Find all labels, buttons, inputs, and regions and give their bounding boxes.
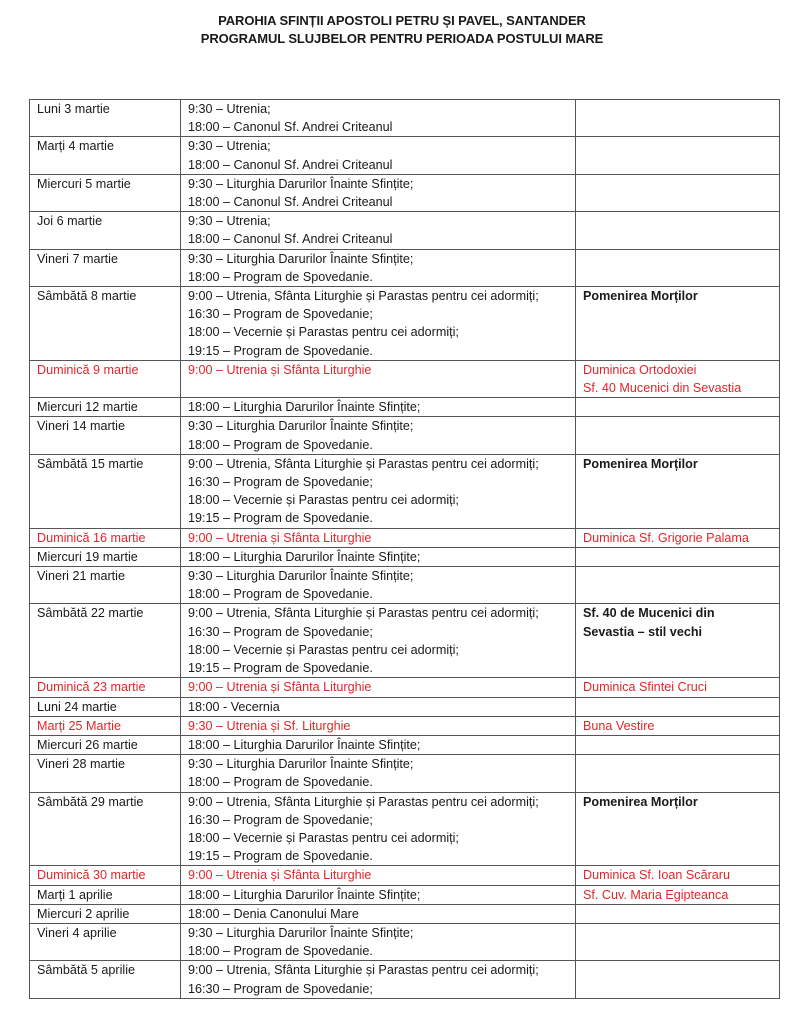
day-label: Sâmbătă 15 martie: [37, 456, 144, 471]
service-line: 9:00 – Utrenia, Sfânta Liturghie și Parastas pentru cei adormiți;: [188, 963, 539, 978]
service-line: 16:30 – Program de Spovedanie;: [188, 624, 373, 639]
services-cell: [181, 678, 576, 697]
service-line: 16:30 – Program de Spovedanie;: [188, 812, 373, 827]
feast-note: Sevastia – stil vechi: [583, 624, 703, 639]
service-line: 18:00 – Vecernie și Parastas pentru cei adormiți;: [188, 642, 459, 657]
day-cell: [30, 604, 181, 678]
day-label: Marți 1 aprilie: [37, 887, 113, 902]
services-cell: [181, 547, 576, 566]
note-cell: [576, 547, 780, 566]
day-label: Miercuri 2 aprilie: [37, 906, 130, 921]
services-cell: [181, 212, 576, 249]
note-cell: [576, 716, 780, 735]
day-label: Miercuri 5 martie: [37, 176, 131, 191]
service-line: 18:00 – Program de Spovedanie.: [188, 944, 373, 959]
table-row: [30, 792, 780, 866]
day-label: Miercuri 12 martie: [37, 400, 138, 415]
service-line: 18:00 – Program de Spovedanie.: [188, 775, 373, 790]
services-cell: [181, 735, 576, 754]
services-cell: [181, 398, 576, 417]
service-line: 18:00 – Canonul Sf. Andrei Criteanul: [188, 195, 393, 210]
feast-note: Duminica Ortodoxiei: [583, 362, 697, 377]
services-cell: [181, 137, 576, 174]
note-cell: [576, 249, 780, 286]
table-row: [30, 604, 780, 678]
feast-note: Sf. 40 de Mucenici din: [583, 606, 715, 621]
note-cell: [576, 398, 780, 417]
day-label: Miercuri 26 martie: [37, 737, 138, 752]
day-label: Luni 3 martie: [37, 102, 110, 116]
services-cell: [181, 604, 576, 678]
schedule-body: [30, 100, 780, 999]
service-line: 18:00 – Canonul Sf. Andrei Criteanul: [188, 120, 393, 135]
table-row: [30, 567, 780, 604]
service-line: 9:30 – Liturghia Darurilor Înainte Sfințite;: [188, 176, 414, 191]
note-cell: [576, 735, 780, 754]
service-line: 18:00 – Vecernie și Parastas pentru cei adormiți;: [188, 325, 459, 340]
service-line: 19:15 – Program de Spovedanie.: [188, 511, 373, 526]
service-line: 9:30 – Utrenia și Sf. Liturghie: [188, 718, 351, 733]
note-cell: [576, 697, 780, 716]
service-line: 16:30 – Program de Spovedanie;: [188, 981, 373, 996]
feast-note: Sf. Cuv. Maria Egipteanca: [583, 887, 729, 902]
day-cell: [30, 100, 181, 137]
service-line: 18:00 – Vecernie și Parastas pentru cei adormiți;: [188, 830, 459, 845]
service-line: 19:15 – Program de Spovedanie.: [188, 343, 373, 358]
service-line: 9:00 – Utrenia și Sfânta Liturghie: [188, 680, 372, 695]
note-cell: [576, 604, 780, 678]
services-cell: [181, 567, 576, 604]
day-label: Marți 4 martie: [37, 139, 114, 154]
services-cell: [181, 249, 576, 286]
document-header: [0, 12, 804, 48]
feast-note: Duminica Sf. Ioan Scăraru: [583, 868, 730, 883]
note-cell: [576, 678, 780, 697]
table-row: [30, 360, 780, 397]
service-line: 18:00 – Canonul Sf. Andrei Criteanul: [188, 232, 393, 247]
services-cell: [181, 716, 576, 735]
table-row: [30, 866, 780, 885]
note-cell: [576, 287, 780, 361]
service-line: 18:00 - Vecernia: [188, 699, 280, 714]
services-cell: [181, 885, 576, 904]
day-label: Duminică 23 martie: [37, 680, 146, 695]
note-cell: [576, 904, 780, 923]
day-cell: [30, 417, 181, 454]
table-row: [30, 678, 780, 697]
day-label: Sâmbătă 5 aprilie: [37, 963, 136, 978]
day-label: Vineri 21 martie: [37, 569, 125, 584]
services-cell: [181, 961, 576, 998]
services-cell: [181, 287, 576, 361]
table-row: [30, 904, 780, 923]
day-label: Joi 6 martie: [37, 214, 103, 229]
services-cell: [181, 360, 576, 397]
note-cell: [576, 137, 780, 174]
day-label: Sâmbătă 8 martie: [37, 289, 137, 304]
feast-note: Pomenirea Morților: [583, 289, 698, 304]
feast-note: Pomenirea Morților: [583, 456, 698, 471]
service-line: 9:30 – Liturghia Darurilor Înainte Sfințite;: [188, 251, 414, 266]
note-cell: [576, 567, 780, 604]
service-line: 16:30 – Program de Spovedanie;: [188, 475, 373, 490]
note-cell: [576, 417, 780, 454]
service-line: 9:30 – Utrenia;: [188, 102, 271, 116]
note-cell: [576, 174, 780, 211]
day-cell: [30, 249, 181, 286]
table-row: [30, 528, 780, 547]
day-cell: [30, 212, 181, 249]
day-cell: [30, 567, 181, 604]
day-cell: [30, 755, 181, 792]
services-cell: [181, 174, 576, 211]
service-line: 18:00 – Denia Canonului Mare: [188, 906, 359, 921]
service-line: 18:00 – Liturghia Darurilor Înainte Sfințite;: [188, 549, 421, 564]
day-cell: [30, 904, 181, 923]
service-line: 9:00 – Utrenia, Sfânta Liturghie și Parastas pentru cei adormiți;: [188, 606, 539, 621]
day-label: Luni 24 martie: [37, 699, 117, 714]
services-cell: [181, 100, 576, 137]
services-cell: [181, 792, 576, 866]
table-row: [30, 249, 780, 286]
service-line: 9:00 – Utrenia, Sfânta Liturghie și Parastas pentru cei adormiți;: [188, 289, 539, 304]
feast-note: Duminica Sfintei Cruci: [583, 680, 707, 695]
table-row: [30, 417, 780, 454]
service-line: 18:00 – Program de Spovedanie.: [188, 587, 373, 602]
day-cell: [30, 174, 181, 211]
day-label: Vineri 14 martie: [37, 419, 125, 434]
service-line: 9:30 – Liturghia Darurilor Înainte Sfințite;: [188, 757, 414, 772]
service-line: 18:00 – Program de Spovedanie.: [188, 269, 373, 284]
table-row: [30, 755, 780, 792]
service-line: 9:30 – Liturghia Darurilor Înainte Sfințite;: [188, 419, 414, 434]
table-row: [30, 137, 780, 174]
table-row: [30, 735, 780, 754]
service-line: 9:30 – Liturghia Darurilor Înainte Sfințite;: [188, 925, 414, 940]
service-line: 18:00 – Canonul Sf. Andrei Criteanul: [188, 157, 393, 172]
services-cell: [181, 528, 576, 547]
service-line: 9:00 – Utrenia și Sfânta Liturghie: [188, 868, 372, 883]
table-row: [30, 716, 780, 735]
services-cell: [181, 923, 576, 960]
day-label: Vineri 28 martie: [37, 757, 125, 772]
note-cell: [576, 923, 780, 960]
table-row: [30, 174, 780, 211]
services-cell: [181, 454, 576, 528]
service-line: 9:00 – Utrenia, Sfânta Liturghie și Parastas pentru cei adormiți;: [188, 794, 539, 809]
note-cell: [576, 961, 780, 998]
day-label: Duminică 16 martie: [37, 530, 146, 545]
day-label: Miercuri 19 martie: [37, 549, 138, 564]
day-label: Vineri 7 martie: [37, 251, 118, 266]
service-line: 9:00 – Utrenia și Sfânta Liturghie: [188, 530, 372, 545]
services-cell: [181, 866, 576, 885]
service-line: 9:30 – Liturghia Darurilor Înainte Sfințite;: [188, 569, 414, 584]
day-cell: [30, 528, 181, 547]
note-cell: [576, 100, 780, 137]
note-cell: [576, 866, 780, 885]
day-cell: [30, 398, 181, 417]
day-cell: [30, 454, 181, 528]
note-cell: [576, 454, 780, 528]
day-cell: [30, 735, 181, 754]
schedule-title: PROGRAMUL SLUJBELOR PENTRU PERIOADA POSTULUI MARE: [200, 31, 604, 46]
service-line: 18:00 – Vecernie și Parastas pentru cei adormiți;: [188, 493, 459, 508]
services-cell: [181, 697, 576, 716]
note-cell: [576, 792, 780, 866]
service-line: 18:00 – Liturghia Darurilor Înainte Sfințite;: [188, 737, 421, 752]
table-row: [30, 287, 780, 361]
day-cell: [30, 792, 181, 866]
parish-title: PAROHIA SFINȚII APOSTOLI PETRU ȘI PAVEL, SANTANDER: [218, 13, 586, 28]
schedule-table: [29, 99, 780, 999]
table-row: [30, 885, 780, 904]
service-line: 16:30 – Program de Spovedanie;: [188, 307, 373, 322]
table-row: [30, 212, 780, 249]
day-cell: [30, 923, 181, 960]
service-line: 18:00 – Liturghia Darurilor Înainte Sfințite;: [188, 400, 421, 415]
table-row: [30, 923, 780, 960]
feast-note: Sf. 40 Mucenici din Sevastia: [583, 381, 742, 396]
day-cell: [30, 961, 181, 998]
table-row: [30, 100, 780, 137]
day-label: Vineri 4 aprilie: [37, 925, 117, 940]
day-cell: [30, 137, 181, 174]
note-cell: [576, 885, 780, 904]
services-cell: [181, 904, 576, 923]
note-cell: [576, 755, 780, 792]
service-line: 9:00 – Utrenia și Sfânta Liturghie: [188, 362, 372, 377]
services-cell: [181, 755, 576, 792]
note-cell: [576, 360, 780, 397]
day-cell: [30, 885, 181, 904]
note-cell: [576, 528, 780, 547]
service-line: 9:30 – Utrenia;: [188, 139, 271, 154]
day-cell: [30, 697, 181, 716]
table-row: [30, 697, 780, 716]
day-cell: [30, 360, 181, 397]
service-line: 18:00 – Liturghia Darurilor Înainte Sfințite;: [188, 887, 421, 902]
feast-note: Duminica Sf. Grigorie Palama: [583, 530, 749, 545]
day-label: Sâmbătă 22 martie: [37, 606, 144, 621]
day-label: Duminică 9 martie: [37, 362, 139, 377]
day-cell: [30, 866, 181, 885]
day-cell: [30, 547, 181, 566]
table-row: [30, 454, 780, 528]
services-cell: [181, 417, 576, 454]
feast-note: Buna Vestire: [583, 718, 655, 733]
service-line: 19:15 – Program de Spovedanie.: [188, 661, 373, 676]
service-line: 9:00 – Utrenia, Sfânta Liturghie și Parastas pentru cei adormiți;: [188, 456, 539, 471]
day-cell: [30, 716, 181, 735]
table-row: [30, 398, 780, 417]
service-line: 9:30 – Utrenia;: [188, 214, 271, 229]
table-row: [30, 547, 780, 566]
day-cell: [30, 287, 181, 361]
table-row: [30, 961, 780, 998]
service-line: 19:15 – Program de Spovedanie.: [188, 849, 373, 864]
service-line: 18:00 – Program de Spovedanie.: [188, 437, 373, 452]
day-label: Duminică 30 martie: [37, 868, 146, 883]
note-cell: [576, 212, 780, 249]
feast-note: Pomenirea Morților: [583, 794, 698, 809]
day-cell: [30, 678, 181, 697]
day-label: Sâmbătă 29 martie: [37, 794, 144, 809]
day-label: Marți 25 Martie: [37, 718, 121, 733]
